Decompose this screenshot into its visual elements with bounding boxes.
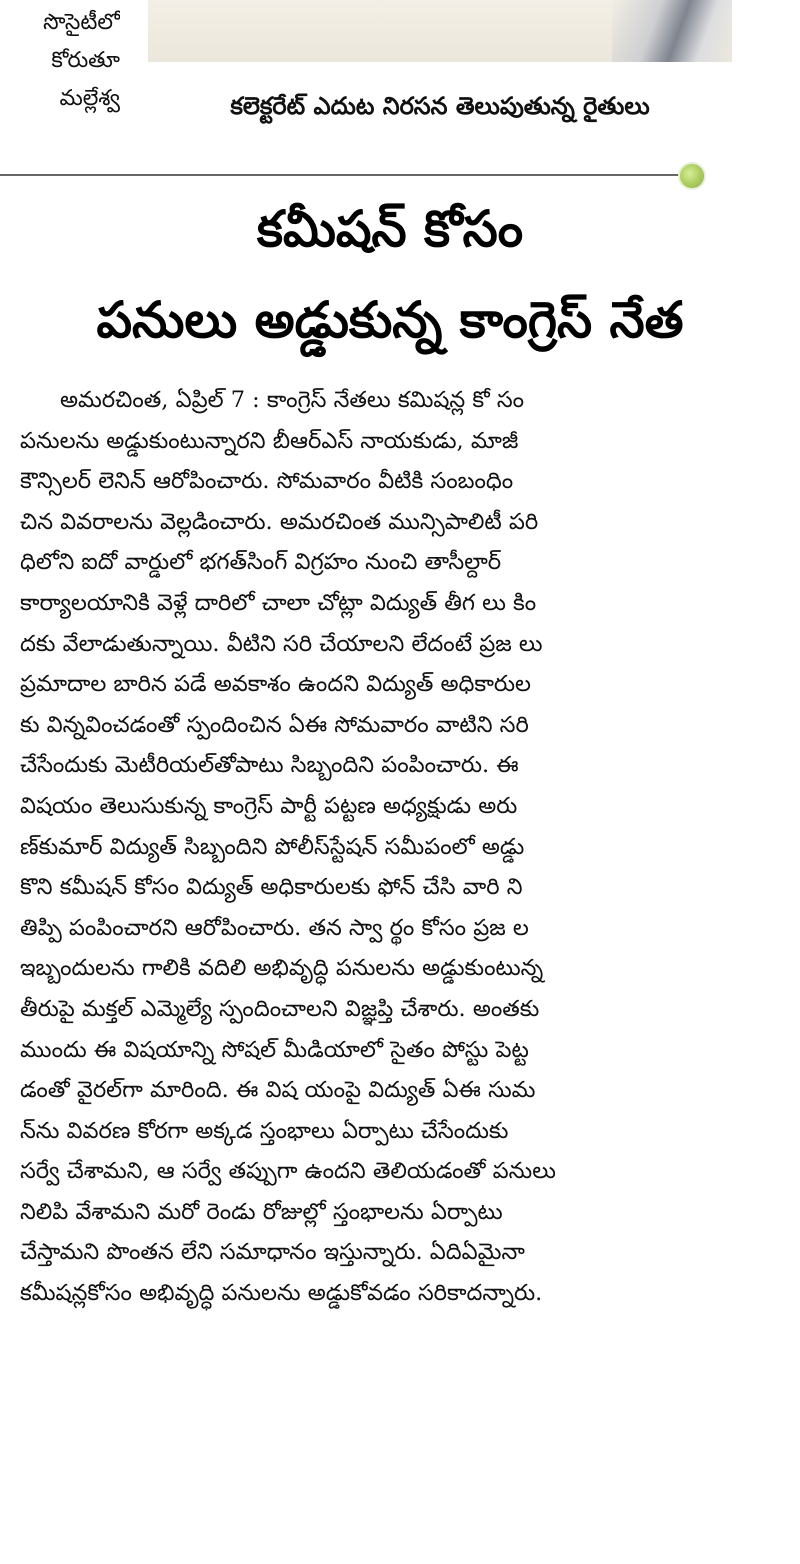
section-divider bbox=[0, 174, 690, 176]
news-photo bbox=[148, 0, 732, 62]
fragment-line: కోరుతూ bbox=[51, 48, 120, 73]
article-line: దకు వేలాడుతున్నాయి. వీటిని సరి చేయాలని లేదంటే ప్రజ లు bbox=[20, 630, 543, 657]
article-line: ణ్‌కుమార్ విద్యుత్ సిబ్బందిని పోలీస్‌స్టేషన్ సమీపంలో అడ్డు bbox=[20, 833, 525, 860]
headline-line-2: పనులు అడ్డుకున్న కాంగ్రెస్ నేత bbox=[96, 291, 684, 349]
article-line: నిలిపి వేశామని మరో రెండు రోజుల్లో స్తంభాలను ఏర్పాటు bbox=[20, 1198, 503, 1225]
article-line: కమీషన్లకోసం అభివృద్ధి పనులను అడ్డుకోవడం సరికాదన్నారు. bbox=[20, 1280, 543, 1307]
article-line: చేస్తామని పొంతన లేని సమాధానం ఇస్తున్నారు. ఏదిఏమైనా bbox=[20, 1239, 525, 1266]
article-line: డంతో వైరల్‌గా మారింది. ఈ విష యంపై విద్యుత్ ఏఈ సుమ bbox=[20, 1077, 536, 1104]
photo-detail bbox=[612, 0, 732, 62]
article-line: చేసేందుకు మెటీరియల్‌తోపాటు సిబ్బందిని పంపించారు. ఈ bbox=[20, 752, 519, 779]
article-line: విషయం తెలుసుకున్న కాంగ్రెస్ పార్టీ పట్టణ అధ్యక్షుడు అరు bbox=[20, 792, 518, 819]
article-line: న్‌ను వివరణ కోరగా అక్కడ స్తంభాలు ఏర్పాటు చేసేందుకు bbox=[20, 1117, 509, 1144]
article-line: కు విన్నవించడంతో స్పందించిన ఏఈ సోమవారం వాటిని సరి bbox=[20, 711, 529, 738]
article-line: ఇబ్బందులను గాలికి వదిలి అభివృద్ధి పనులను అడ్డుకుంటున్న bbox=[20, 955, 544, 982]
photo-caption: కలెక్టరేట్ ఎదుట నిరసన తెలుపుతున్న రైతులు bbox=[230, 92, 650, 120]
previous-column-fragment bbox=[0, 4, 120, 118]
article-line: తిప్పి పంపించారని ఆరోపించారు. తన స్వా ర్థం కోసం ప్రజ ల bbox=[20, 914, 529, 941]
headline-line-1: కమీషన్ కోసం bbox=[256, 200, 524, 258]
divider-ornament bbox=[678, 162, 706, 190]
article-line: ధిలోని ఐదో వార్డులో భగత్‌సింగ్ విగ్రహం నుంచి తాసీల్దార్ bbox=[20, 549, 502, 576]
article-line: కౌన్సిలర్ లెనిన్ ఆరోపించారు. సోమవారం వీటికి సంబంధిం bbox=[20, 468, 514, 495]
article-body bbox=[20, 380, 740, 1314]
article-line: కార్యాలయానికి వెళ్లే దారిలో చాలా చోట్లా విద్యుత్ తీగ లు కిం bbox=[20, 589, 537, 616]
article-line: సర్వే చేశామని, ఆ సర్వే తప్పుగా ఉందని తెలియడంతో పనులు bbox=[20, 1158, 556, 1185]
article-line: చిన వివరాలను వెల్లడించారు. అమరచింత మున్సిపాలిటీ పరి bbox=[20, 508, 539, 535]
article-line: కొని కమీషన్ కోసం విద్యుత్ అధికారులకు ఫోన్ చేసి వారి ని bbox=[20, 874, 523, 901]
article-line: అమరచింత, ఏప్రిల్ 7 : కాంగ్రెస్ నేతలు కమిషన్ల కో సం bbox=[60, 387, 525, 413]
fragment-line: సొసైటీలో bbox=[43, 10, 120, 35]
article-line: ముందు ఈ విషయాన్ని సోషల్ మీడియాలో సైతం పోస్టు పెట్ట bbox=[20, 1036, 529, 1063]
article-line: పనులను అడ్డుకుంటున్నారని బీఆర్‌ఎస్ నాయకుడు, మాజీ bbox=[20, 427, 519, 454]
article-line: ప్రమాదాల బారిన పడే అవకాశం ఉందని విద్యుత్ అధికారుల bbox=[20, 671, 532, 698]
fragment-line: మల్లేశ్వ bbox=[59, 86, 120, 111]
article-line: తీరుపై మక్తల్ ఎమ్మెల్యే స్పందించాలని విజ్ఞప్తి చేశారు. అంతకు bbox=[20, 995, 540, 1022]
